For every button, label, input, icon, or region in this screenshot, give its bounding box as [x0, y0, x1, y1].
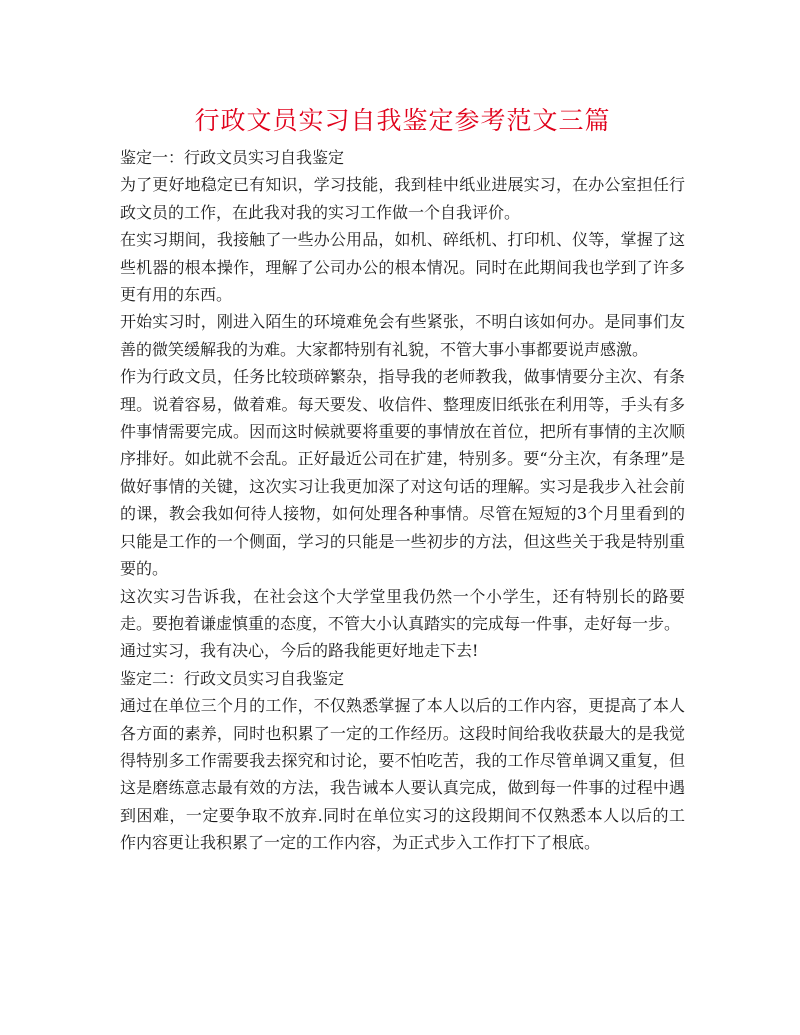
- section-heading-1: 鉴定一：行政文员实习自我鉴定: [120, 148, 345, 167]
- paragraph: 为了更好地稳定已有知识，学习技能，我到桂中纸业进展实习，在办公室担任行政文员的工作，在此我对我的实习工作做一个自我评价。: [120, 175, 685, 222]
- paragraph: 开始实习时，刚进入陌生的环境难免会有些紧张，不明白该如何办。是同事们友善的微笑缓解我的为难。大家都特别有礼貌，不管大事小事都要说声感激。: [120, 312, 685, 359]
- section-heading-2: 鉴定二：行政文员实习自我鉴定: [120, 668, 345, 688]
- document-body: [120, 144, 685, 857]
- paragraph: 在实习期间，我接触了一些办公用品，如机、碎纸机、打印机、仪等，掌握了这些机器的根本操作，理解了公司办公的根本情况。同时在此期间我也学到了许多更有用的东西。: [120, 230, 685, 305]
- paragraph: 这次实习告诉我，在社会这个大学堂里我仍然一个小学生，还有特别长的路要走。要抱着谦虚慎重的态度，不管大小认真踏实的完成每一件事，走好每一步。: [120, 586, 685, 633]
- document-title: 行政文员实习自我鉴定参考范文三篇: [194, 106, 611, 135]
- paragraph: 通过实习，我有决心，今后的路我能更好地走下去!: [120, 641, 479, 661]
- paragraph: 通过在单位三个月的工作，不仅熟悉掌握了本人以后的工作内容，更提高了本人各方面的素养，同时也积累了一定的工作经历。这段时间给我收获最大的是我觉得特别多工作需要我去探究和讨论，要不怕吃苦，我的工作尽管单调又重复，但这是磨练意志最有效的方法，我告诫本人要认真完成，做到每一件事的过程中遇到困难，一定要争取不放弃.同时在单位实习的这段期间不仅熟悉本人以后的工作内容更让我积累了一定的工作内容，为正式步入工作打下了根底。: [120, 696, 685, 853]
- paragraph: 作为行政文员，任务比较琐碎繁杂，指导我的老师教我，做事情要分主次、有条理。说着容易，做着难。每天要发、收信件、整理废旧纸张在利用等，手头有多件事情需要完成。因而这时候就要将重要的事情放在首位，把所有事情的主次顺序排好。如此就不会乱。正好最近公司在扩建，特别多。要“分主次，有条理”是做好事情的关键，这次实习让我更加深了对这句话的理解。实习是我步入社会前的课，教会我如何待人接物，如何处理各种事情。尽管在短短的3个月里看到的只能是工作的一个侧面，学习的只能是一些初步的方法，但这些关于我是特别重要的。: [120, 367, 685, 579]
